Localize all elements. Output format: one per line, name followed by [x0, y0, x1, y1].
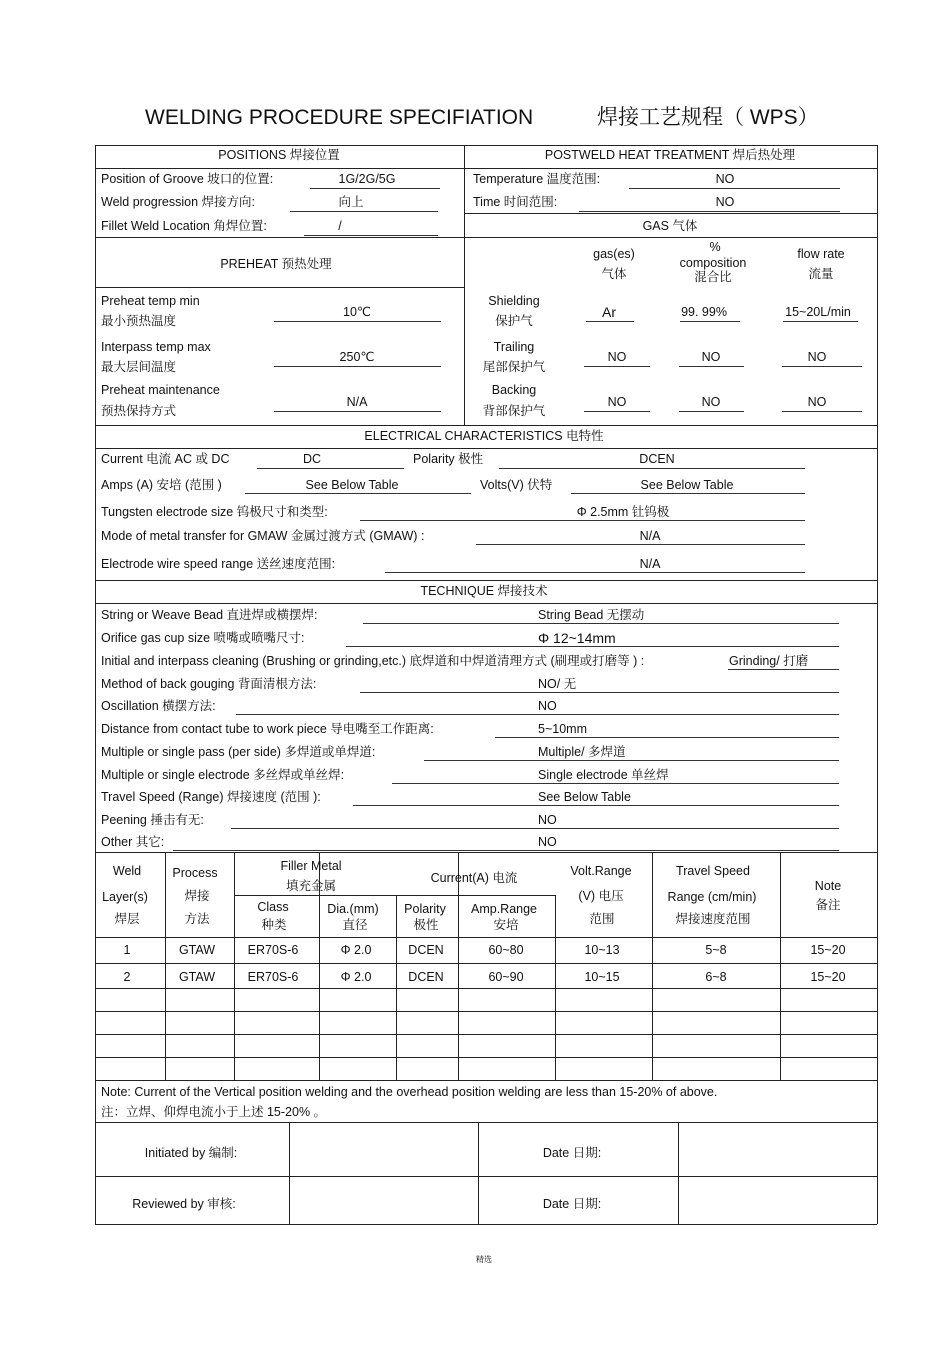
electrical-header: ELECTRICAL CHARACTERISTICS 电特性	[364, 429, 604, 443]
gas-header: GAS 气体	[642, 219, 698, 233]
table-cell: GTAW	[178, 970, 216, 984]
table-border	[877, 145, 878, 1224]
gas-col-header-cn: 气体	[601, 267, 627, 281]
technique-value: Single electrode 单丝焊	[538, 768, 669, 782]
wire-speed-value: N/A	[639, 557, 661, 571]
technique-label: Method of back gouging 背面清根方法:	[101, 677, 317, 691]
technique-label: Oscillation 横摆方法:	[101, 699, 216, 713]
technique-value: NO	[538, 813, 557, 827]
table-cell: GTAW	[178, 943, 216, 957]
preheat-row-label-cn: 预热保持方式	[101, 404, 177, 418]
th-speed: Travel Speed	[676, 864, 750, 878]
table-border	[95, 1176, 877, 1177]
underline	[579, 211, 840, 212]
underline	[584, 366, 650, 367]
table-border	[396, 895, 397, 1080]
flow-header-cn: 流量	[808, 267, 834, 281]
amps-value: See Below Table	[305, 478, 399, 492]
underline	[392, 783, 839, 784]
pwht-header: POSTWELD HEAT TREATMENT 焊后热处理	[544, 148, 796, 162]
technique-value: NO	[538, 699, 557, 713]
th-process-cn: 方法	[184, 912, 210, 926]
fillet-value: /	[338, 219, 342, 233]
table-cell: 10~15	[584, 970, 620, 984]
table-cell: Φ 2.0	[340, 970, 372, 984]
tungsten-value: Φ 2.5mm 钍钨极	[576, 505, 670, 519]
composition-value: NO	[701, 395, 721, 409]
table-cell: 15~20	[810, 970, 846, 984]
table-border	[95, 1011, 877, 1012]
table-border	[289, 1122, 290, 1224]
th-process-cn: 焊接	[184, 889, 210, 903]
table-border	[95, 603, 877, 604]
initiated-by-label: Initiated by 编制:	[144, 1146, 238, 1160]
technique-label: Peening 捶击有无:	[101, 813, 204, 827]
table-border	[234, 895, 555, 896]
table-cell: 60~80	[488, 943, 524, 957]
preheat-value: 250℃	[339, 350, 375, 364]
table-cell: 1	[123, 943, 131, 957]
time-label: Time 时间范围:	[473, 195, 558, 209]
th-volt: Volt.Range	[570, 864, 632, 878]
table-border	[95, 580, 877, 581]
underline	[584, 411, 650, 412]
table-border	[678, 1122, 679, 1224]
underline	[310, 188, 440, 189]
preheat-row-label: Interpass temp max	[101, 340, 211, 354]
th-speed2: Range (cm/min)	[667, 890, 757, 904]
current-value: DC	[302, 452, 322, 466]
technique-label: Distance from contact tube to work piece 导电嘴至工作距离:	[101, 722, 434, 736]
date-label: Date 日期:	[542, 1146, 602, 1160]
table-border	[165, 852, 166, 1080]
table-border	[95, 287, 464, 288]
transfer-label: Mode of metal transfer for GMAW 金属过渡方式 (GMAW) :	[101, 529, 425, 543]
footer-text: 精选	[476, 1255, 492, 1264]
technique-value: See Below Table	[538, 790, 631, 804]
technique-value: NO	[538, 835, 557, 849]
technique-header: TECHNIQUE 焊接技术	[420, 584, 548, 598]
preheat-value: N/A	[346, 395, 368, 409]
underline	[586, 321, 634, 322]
technique-value: NO/ 无	[538, 677, 577, 691]
underline	[495, 737, 839, 738]
table-cell: 6~8	[705, 970, 727, 984]
composition-header-cn: 混合比	[694, 270, 732, 284]
underline	[476, 544, 805, 545]
technique-value: String Bead 无摆动	[538, 608, 645, 622]
underline	[424, 760, 839, 761]
table-border	[95, 963, 877, 964]
temperature-value: NO	[715, 172, 735, 186]
technique-label: Other 其它:	[101, 835, 165, 849]
preheat-row-label: Preheat temp min	[101, 294, 200, 308]
progression-value: 向上	[338, 195, 364, 209]
underline	[679, 411, 744, 412]
preheat-row-label-cn: 最小预热温度	[101, 314, 177, 328]
table-border	[780, 852, 781, 1080]
table-border	[95, 852, 877, 853]
gas-row-label-cn: 保护气	[495, 314, 533, 328]
table-border	[95, 1224, 877, 1225]
time-value: NO	[715, 195, 735, 209]
table-cell: 60~90	[488, 970, 524, 984]
gas-value: NO	[607, 395, 627, 409]
pct-header: %	[709, 240, 721, 254]
underline	[231, 828, 839, 829]
table-border	[95, 937, 877, 938]
current-label: Current 电流 AC 或 DC	[101, 452, 230, 466]
underline	[173, 850, 839, 851]
underline	[783, 321, 858, 322]
th-dia-cn: 直径	[342, 918, 368, 932]
th-speed-cn: 焊接速度范围	[675, 912, 751, 926]
table-border	[458, 852, 459, 1080]
underline	[353, 805, 839, 806]
table-border	[95, 1080, 877, 1081]
groove-value: 1G/2G/5G	[338, 172, 396, 186]
table-border	[234, 852, 235, 1080]
th-layers-cn: 焊层	[114, 912, 140, 926]
technique-label: Multiple or single pass (per side) 多焊道或单焊道:	[101, 745, 376, 759]
table-border	[95, 448, 877, 449]
reviewed-by-label: Reviewed by 审核:	[132, 1197, 236, 1211]
technique-label: Orifice gas cup size 喷嘴或喷嘴尺寸:	[101, 631, 305, 645]
table-border	[652, 852, 653, 1080]
composition-value: 99. 99%	[681, 305, 727, 319]
gas-value: NO	[607, 350, 627, 364]
document-title-cn: 焊接工艺规程（ WPS）	[597, 106, 819, 129]
th-dia: Dia.(mm)	[327, 902, 379, 916]
th-volt-cn: 范围	[589, 912, 615, 926]
wire-speed-label: Electrode wire speed range 送丝速度范围:	[101, 557, 336, 571]
technique-value: 5~10mm	[538, 722, 587, 736]
underline	[629, 188, 840, 189]
table-border	[555, 895, 556, 1080]
table-border	[95, 425, 877, 426]
polarity-label: Polarity 极性	[413, 452, 484, 466]
th-amp: Amp.Range	[470, 902, 538, 916]
th-class: Class	[257, 900, 289, 914]
technique-label: Multiple or single electrode 多丝焊或单丝焊:	[101, 768, 345, 782]
underline	[304, 235, 438, 236]
underline	[782, 366, 862, 367]
table-cell: 5~8	[705, 943, 727, 957]
th-amp-cn: 安培	[493, 918, 519, 932]
underline	[346, 646, 839, 647]
preheat-row-label-cn: 最大层间温度	[101, 360, 177, 374]
table-cell: 10~13	[584, 943, 620, 957]
table-border	[95, 145, 877, 146]
gas-col-header: gas(es)	[593, 247, 635, 261]
table-border	[95, 237, 877, 238]
table-border	[478, 1122, 479, 1224]
preheat-row-label: Preheat maintenance	[101, 383, 220, 397]
document-title: WELDING PROCEDURE SPECIFIATION	[145, 106, 534, 129]
underline	[236, 714, 839, 715]
th-class-cn: 种类	[261, 918, 287, 932]
table-border	[464, 145, 465, 425]
composition-header: composition	[679, 256, 747, 270]
table-cell: ER70S-6	[247, 943, 299, 957]
underline	[274, 411, 441, 412]
technique-label: String or Weave Bead 直进焊或横摆焊:	[101, 608, 318, 622]
polarity-value: DCEN	[639, 452, 675, 466]
table-cell: DCEN	[408, 970, 444, 984]
flow-value: NO	[807, 395, 827, 409]
table-border	[95, 168, 877, 169]
flow-value: NO	[807, 350, 827, 364]
table-cell: 2	[123, 970, 131, 984]
underline	[571, 493, 805, 494]
table-border	[464, 213, 877, 214]
th-polarity: Polarity	[404, 902, 446, 916]
th-filler-cn: 填充金属	[285, 879, 337, 893]
underline	[363, 623, 839, 624]
groove-label: Position of Groove 坡口的位置:	[101, 172, 274, 186]
table-border	[95, 988, 877, 989]
technique-value: Grinding/ 打磨	[729, 654, 809, 668]
table-cell: DCEN	[408, 943, 444, 957]
technique-label: Travel Speed (Range) 焊接速度 (范围 ):	[101, 790, 321, 804]
underline	[360, 692, 839, 693]
th-polarity-cn: 极性	[413, 918, 439, 932]
underline	[680, 321, 740, 322]
note-cn: 注：立焊、仰焊电流小于上述 15-20% 。	[101, 1105, 327, 1119]
gas-value: Ar	[602, 304, 616, 320]
progression-label: Weld progression 焊接方向:	[101, 195, 255, 209]
fillet-label: Fillet Weld Location 角焊位置:	[101, 219, 267, 233]
technique-value: Multiple/ 多焊道	[538, 745, 626, 759]
underline	[245, 493, 471, 494]
underline	[360, 520, 805, 521]
date-label: Date 日期:	[542, 1197, 602, 1211]
underline	[385, 572, 805, 573]
tungsten-label: Tungsten electrode size 钨极尺寸和类型:	[101, 505, 328, 519]
gas-row-label-cn: 背部保护气	[482, 404, 546, 418]
temperature-label: Temperature 温度范围:	[473, 172, 601, 186]
underline	[499, 468, 805, 469]
table-border	[95, 1057, 877, 1058]
gas-row-label: Trailing	[493, 340, 535, 354]
table-border	[95, 1034, 877, 1035]
th-layers: Layer(s)	[102, 890, 148, 904]
underline	[782, 411, 862, 412]
gas-row-label: Backing	[491, 383, 537, 397]
flow-value: 15~20L/min	[785, 305, 851, 319]
table-border	[95, 1122, 877, 1123]
transfer-value: N/A	[639, 529, 661, 543]
th-note: Note	[814, 879, 842, 893]
preheat-value: 10℃	[343, 305, 371, 319]
th-volt2: (V) 电压	[578, 889, 624, 903]
volts-value: See Below Table	[640, 478, 734, 492]
underline	[274, 321, 441, 322]
preheat-header: PREHEAT 预热处理	[220, 257, 332, 271]
th-current: Current(A) 电流	[430, 871, 518, 885]
flow-header: flow rate	[797, 247, 845, 261]
underline	[679, 366, 744, 367]
underline	[274, 366, 441, 367]
table-cell: ER70S-6	[247, 970, 299, 984]
positions-header: POSITIONS 焊接位置	[218, 148, 340, 162]
underline	[290, 211, 438, 212]
volts-label: Volts(V) 伏特	[480, 478, 553, 492]
th-note-cn: 备注	[815, 898, 841, 912]
gas-row-label-cn: 尾部保护气	[482, 360, 546, 374]
table-border	[95, 145, 96, 1224]
technique-label: Initial and interpass cleaning (Brushing or grinding,etc.) 底焊道和中焊道清理方式 (刷理或打磨等 ) :	[101, 654, 645, 668]
table-cell: 15~20	[810, 943, 846, 957]
th-process: Process	[172, 866, 218, 880]
underline	[257, 468, 404, 469]
technique-value: Φ 12~14mm	[538, 630, 616, 646]
table-cell: Φ 2.0	[340, 943, 372, 957]
amps-label: Amps (A) 安培 (范围 )	[101, 478, 222, 492]
th-weld: Weld	[112, 864, 142, 878]
gas-row-label: Shielding	[488, 294, 540, 308]
underline	[728, 669, 839, 670]
composition-value: NO	[701, 350, 721, 364]
th-filler: Filler Metal	[280, 859, 342, 873]
note-en: Note: Current of the Vertical position welding and the overhead position welding are less than 15-20% of above.	[101, 1085, 718, 1099]
